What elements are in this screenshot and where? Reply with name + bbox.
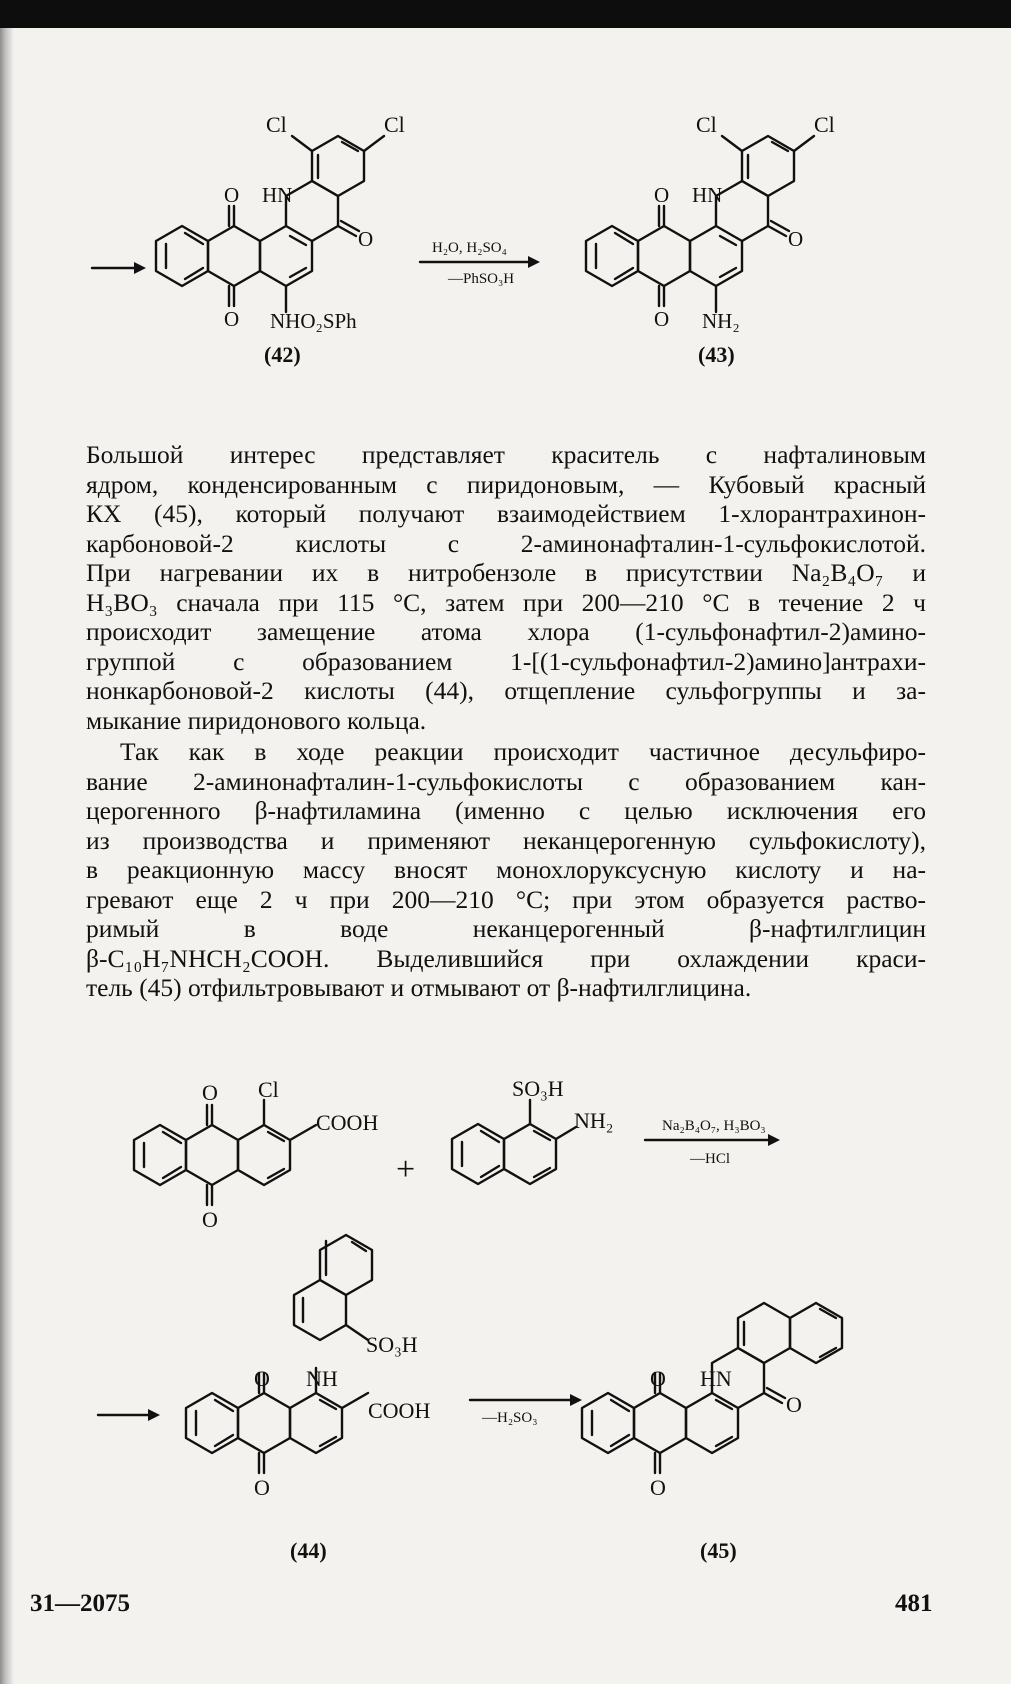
p45-o-top: O <box>650 1366 666 1391</box>
scheme1-reagents-top: H₂O, H₂SO₄ <box>432 240 507 256</box>
p2-line: вание 2-аминонафталин-1-сульфокислоты с образованием кан- <box>86 766 926 796</box>
i44-so3h: SO₃H <box>366 1332 418 1357</box>
p2-line: β-C₁₀H₇NHCH₂COOH. Выделившийся при охлаждении краси- <box>86 943 926 973</box>
label-43-hn: HN <box>692 183 723 207</box>
label-42-o-top: O <box>224 183 240 207</box>
label-42-cl2: Cl <box>384 112 405 137</box>
label-43-cl2: Cl <box>814 112 835 137</box>
label-43-o-bottom: O <box>654 307 670 331</box>
label-43-o-ketone: O <box>788 227 804 251</box>
label-42-o-ketone: O <box>358 227 374 251</box>
p2-line: церогенного β-нафтиламина (именно с целью исключения его <box>86 796 926 825</box>
i44-o-bottom: O <box>254 1475 270 1500</box>
p1-line: При нагревании их в нитробензоле в присутствии Na₂B₄O₇ и <box>86 558 926 587</box>
label-43-substituent: NH₂ <box>702 309 740 333</box>
i44-cooh: COOH <box>368 1398 431 1423</box>
p1-line: H₃BO₃ сначала при 115 °С, затем при 200—210 °С в течение 2 ч <box>86 587 926 617</box>
compound-45-structure <box>582 1303 842 1473</box>
compound-44-structure <box>186 1235 372 1473</box>
paragraph-2 <box>86 737 926 1003</box>
i44-o-top: O <box>254 1366 270 1391</box>
r1-cl: Cl <box>258 1077 279 1102</box>
printer-signature: 31—2075 <box>30 1590 130 1617</box>
scheme-1 <box>0 0 1011 400</box>
p2-line: тель (45) отфильтровывают и отмывают от β-нафтилглицина. <box>86 973 752 1002</box>
p1-line: происходит замещение атома хлора (1-сульфонафтил-2)амино- <box>86 617 926 646</box>
r2-so3h: SO₃H <box>512 1076 564 1101</box>
compound-43-structure <box>586 136 814 312</box>
paragraph-1 <box>86 440 926 735</box>
p2-line: римый в воде неканцерогенный β-нафтилглицин <box>86 914 926 943</box>
p2-line: в реакционную массу вносят монохлоруксусную кислоту и на- <box>86 855 926 884</box>
r1-o-top: O <box>202 1080 218 1105</box>
label-44-number: (44) <box>290 1538 327 1563</box>
p1-line: КХ (45), который получают взаимодействием 1-хлорантрахинон- <box>86 499 926 528</box>
p2-line: из производства и применяют неканцерогенную сульфокислоту), <box>86 825 926 855</box>
p45-o-bottom: O <box>650 1475 666 1500</box>
p2-line: Так как в ходе реакции происходит частичное десульфиро- <box>120 737 926 766</box>
scheme2-arrow2-bottom: —H₂SO₃ <box>482 1410 538 1426</box>
plus-sign: + <box>396 1151 416 1188</box>
p45-o-ketone: O <box>786 1392 802 1417</box>
p1-line: ядром, конденсированным с пиридоновым, — Кубовый красный <box>86 469 926 499</box>
p1-line: нонкарбоновой-2 кислоты (44), отщепление сульфогруппы и за- <box>86 676 926 705</box>
label-42-substituent: NHO₂SPh <box>270 309 357 333</box>
r2-nh2: NH₂ <box>574 1108 614 1133</box>
label-43-cl1: Cl <box>696 112 717 137</box>
i44-nh: NH <box>306 1366 338 1391</box>
reactant-2-structure <box>452 1100 576 1184</box>
label-42-cl1: Cl <box>266 112 287 137</box>
label-43-o-top: O <box>654 183 670 207</box>
p1-line: Большой интерес представляет краситель с нафталиновым <box>86 440 926 469</box>
label-43-number: (43) <box>698 342 735 367</box>
r1-o-bottom: O <box>202 1207 218 1232</box>
p1-line: карбоновой-2 кислоты с 2-аминонафталин-1-сульфокислотой. <box>86 528 926 558</box>
p1-line: группой с образованием 1-[(1-сульфонафтил-2)амино]антрахи- <box>86 646 926 676</box>
label-42-hn: HN <box>262 183 293 207</box>
p2-line: гревают еще 2 ч при 200—210 °С; при этом образуется раство- <box>86 884 926 914</box>
page-number: 481 <box>895 1590 933 1617</box>
p1-line: мыкание пиридонового кольца. <box>86 705 427 735</box>
label-42-number: (42) <box>264 342 301 367</box>
reactant-1-structure <box>134 1100 316 1205</box>
p45-hn: HN <box>700 1366 732 1391</box>
scheme2-arrow1-top: Na₂B₄O₇, H₃BO₃ <box>662 1118 766 1134</box>
scheme2-arrow1-bottom: —HCl <box>690 1151 731 1167</box>
label-42-o-bottom: O <box>224 307 240 331</box>
label-45-number: (45) <box>700 1538 737 1563</box>
scheme1-reagents-bottom: —PhSO₃H <box>448 271 515 287</box>
r1-cooh: COOH <box>316 1110 379 1135</box>
compound-42-structure <box>156 136 384 312</box>
